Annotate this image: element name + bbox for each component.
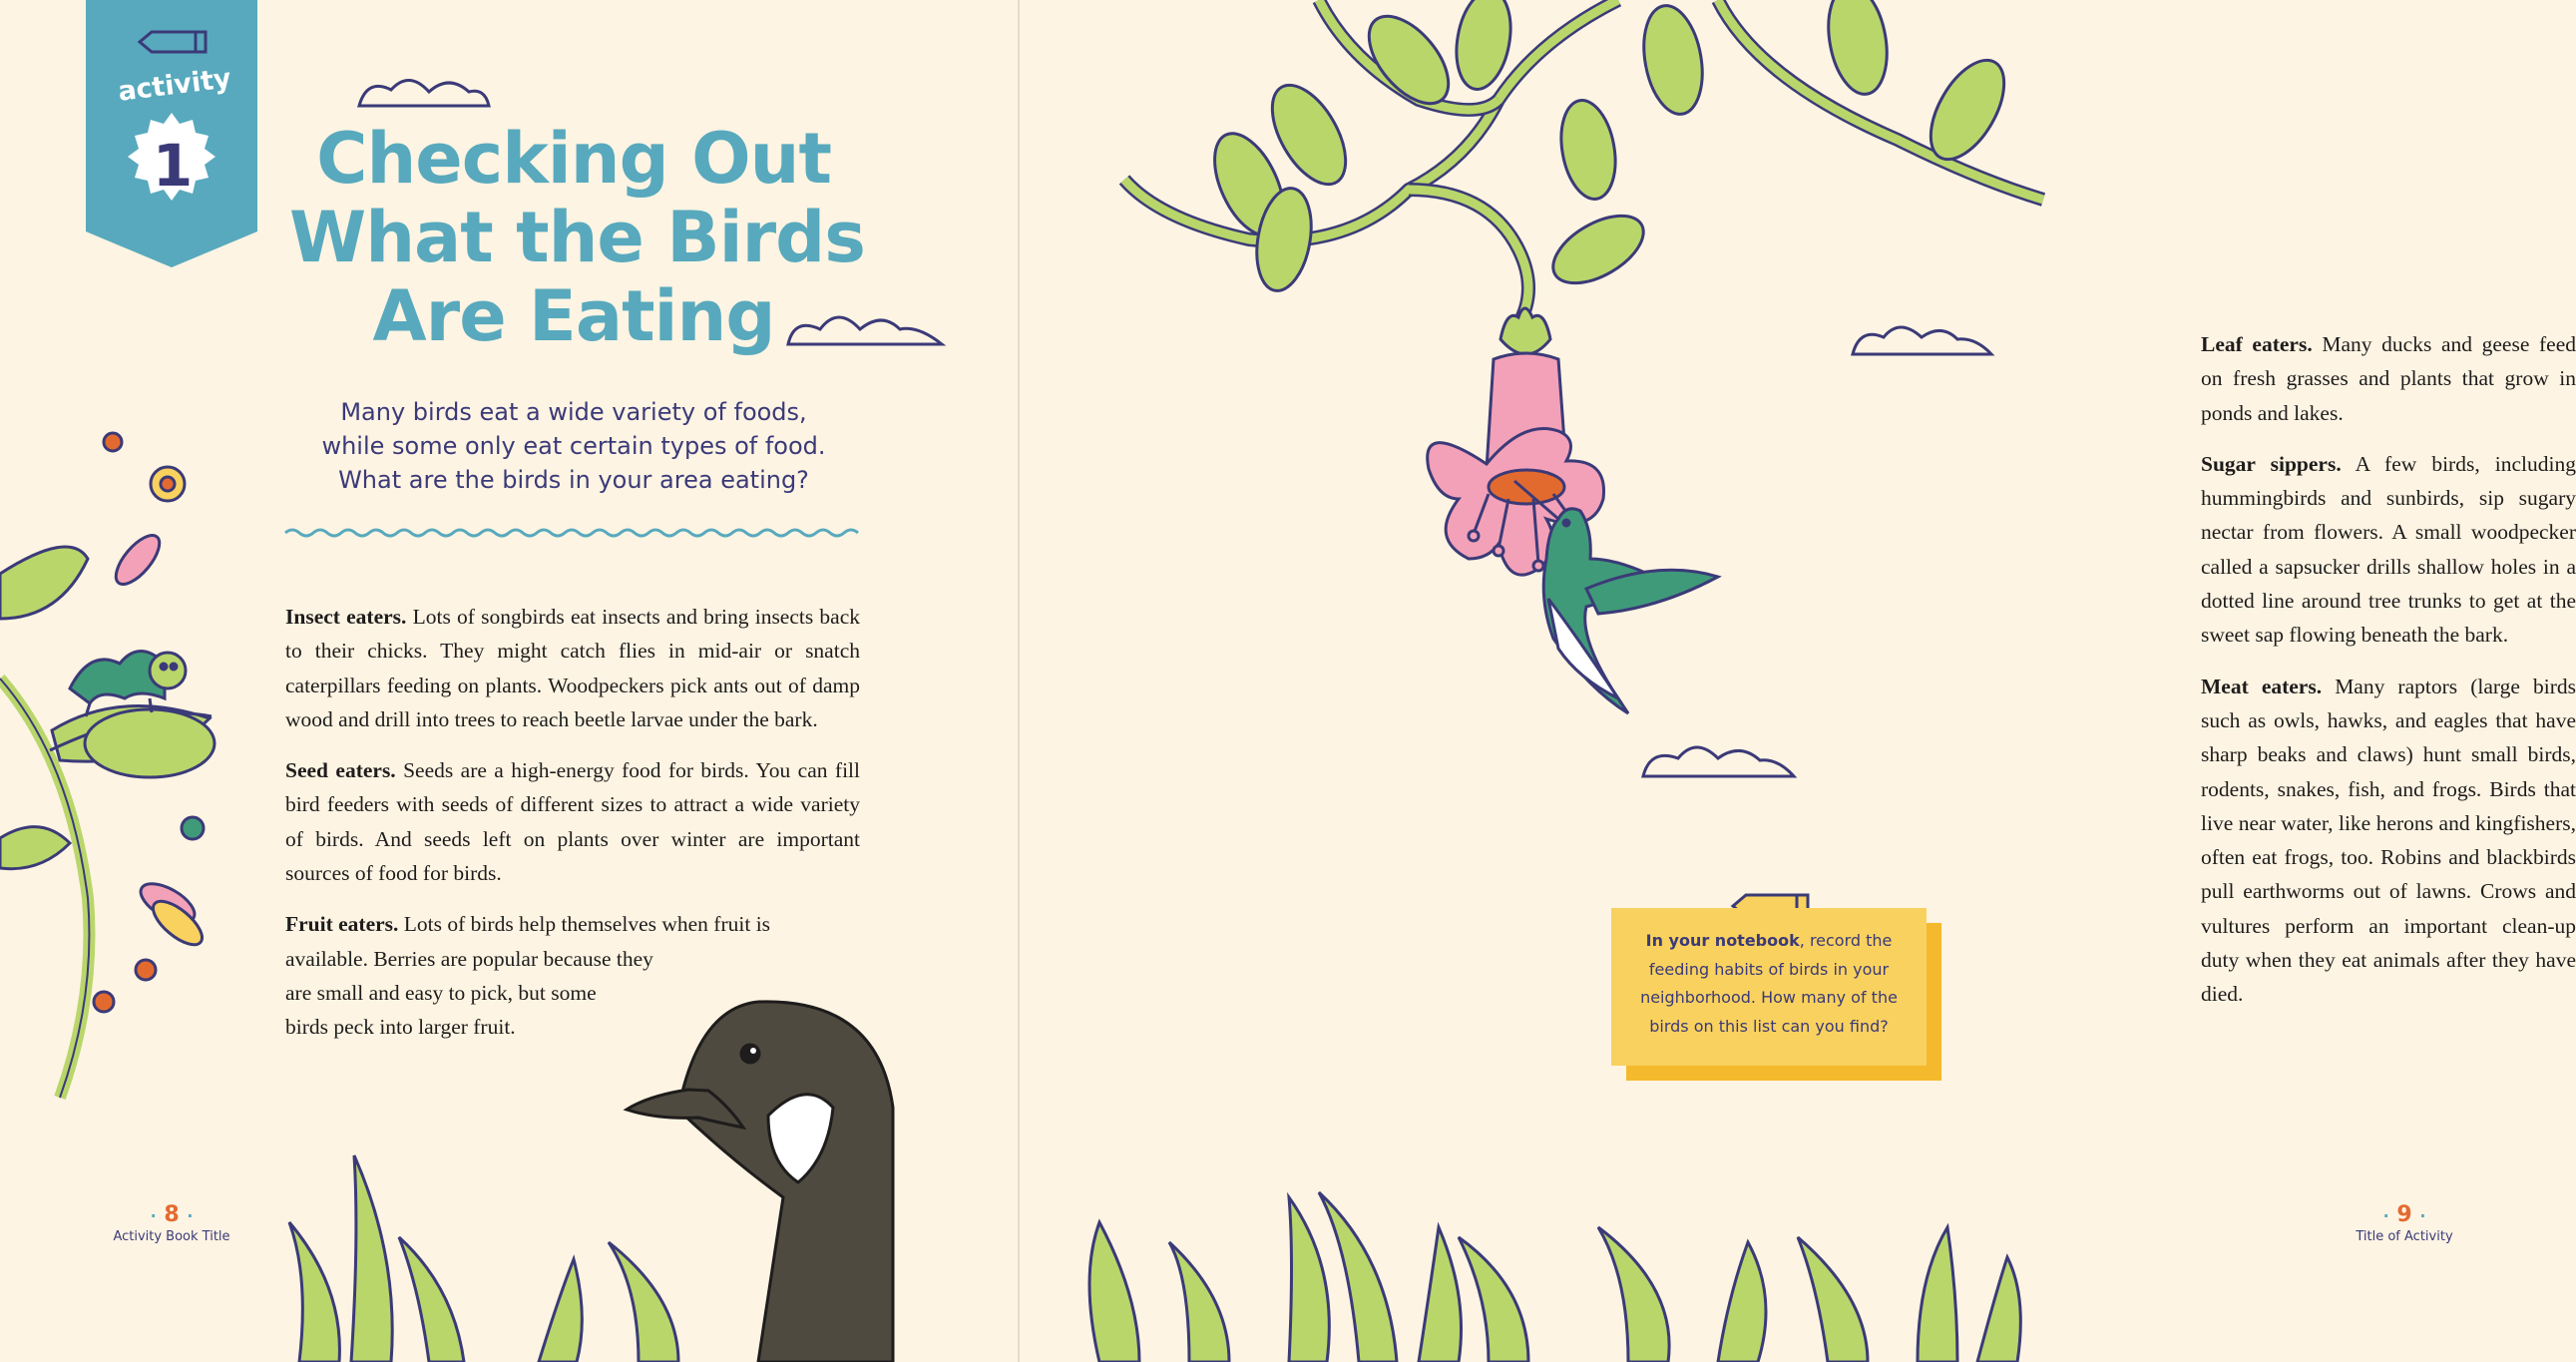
leaf-icons	[1200, 0, 2018, 297]
insect-eaters-heading: Insect eaters.	[285, 605, 407, 629]
leaf-eaters-paragraph	[2201, 327, 2576, 430]
seed-eaters-paragraph	[285, 753, 860, 890]
leaf-eaters-heading: Leaf eaters.	[2201, 332, 2313, 356]
activity-number: 1	[152, 132, 194, 200]
left-body-text	[285, 600, 860, 1062]
right-page-art	[1020, 0, 2043, 1362]
left-page-number-row: · 8 ·	[150, 1202, 194, 1227]
fruit-line-2: available. Berries are popular because they	[285, 946, 653, 971]
sugar-sippers-heading: Sugar sippers.	[2201, 451, 2342, 476]
title-line-1: Checking Out	[316, 118, 831, 200]
leaf-eaters-text: Many ducks and geese feed on fresh grasses and plants that grow in ponds and lakes.	[2201, 332, 2576, 425]
left-running-title: Activity Book Title	[113, 1229, 230, 1244]
note-line-3: neighborhood. How many of the	[1640, 988, 1898, 1007]
left-folio	[92, 1202, 251, 1244]
left-page-number: 8	[164, 1202, 180, 1227]
seed-eaters-heading: Seed eaters.	[285, 758, 396, 783]
note-bold: In your notebook	[1645, 931, 1800, 950]
meat-eaters-heading: Meat eaters.	[2201, 674, 2323, 698]
intro-text	[289, 395, 858, 497]
title-line-3: Are Eating	[372, 275, 775, 357]
right-running-title: Title of Activity	[2356, 1229, 2453, 1244]
intro-line-1: Many birds eat a wide variety of foods,	[340, 398, 807, 426]
right-page-number-row: · 9 ·	[2382, 1202, 2426, 1227]
fruit-text-1: Lots of birds help themselves when fruit is	[403, 912, 771, 937]
sugar-sippers-text: A few birds, including hummingbirds and sunbirds, sip sugary nectar from flowers. A small woodpecker called a sapsucker drills shallow holes in a dotted line around tree trunks to get at the sweet sap flowing beneath the bark.	[2201, 451, 2576, 648]
fruit-eaters-paragraph	[285, 907, 860, 1044]
grass-icon	[1089, 1192, 2020, 1362]
note-line-1	[1611, 927, 1927, 956]
meat-eaters-text: Many raptors (large birds such as owls, hawks, and eagles that have sharp beaks and claws) hunt small birds, rodents, snakes, fish, and frogs. Birds that live near water, like herons and kingfishers, often eat frogs, too. Robins and blackbirds pull earthworms out of lawns. Crows and vultures perform an important clean-up duty when they eat animals after they have died.	[2201, 674, 2576, 1007]
activity-label: activity	[116, 63, 233, 108]
right-body-text	[2201, 327, 2576, 1029]
insect-eaters-paragraph	[285, 600, 860, 736]
title-line-2: What the Birds	[289, 197, 865, 278]
seed-eaters-text: Seeds are a high-energy food for birds. You can fill bird feeders with seeds of different sizes to attract a wide variety of birds. And seeds left on plants over winter are important sources of food for birds.	[285, 758, 860, 886]
fruit-line-1	[285, 907, 860, 941]
wavy-divider	[285, 530, 858, 536]
insect-eaters-text: Lots of songbirds eat insects and bring insects back to their chicks. They might catch flies in mid-air or snatch caterpillars feeding on plants. Woodpeckers pick ants out of damp wood and drill into trees to reach beetle larvae under the bark.	[285, 605, 861, 731]
fruit-eaters-heading: Fruit eaters.	[285, 912, 399, 937]
note-line-4: birds on this list can you find?	[1649, 1016, 1889, 1036]
fruit-line-4: birds peck into larger fruit.	[285, 1015, 516, 1040]
intro-line-3: What are the birds in your area eating?	[338, 466, 809, 494]
cloud-icon	[1643, 327, 1991, 776]
page-title	[289, 118, 865, 357]
right-folio	[2350, 1202, 2459, 1244]
note-line-2: feeding habits of birds in your	[1648, 959, 1890, 979]
left-page	[0, 0, 1020, 1362]
intro-line-2: while some only eat certain types of food.	[321, 432, 826, 460]
notebook-callout	[1611, 908, 1927, 1066]
fruit-line-3: are small and easy to pick, but some	[285, 980, 597, 1005]
sugar-sippers-paragraph	[2201, 447, 2576, 653]
right-page	[1020, 0, 2576, 1362]
note-line-1-rest: , record the	[1799, 931, 1893, 950]
meat-eaters-paragraph	[2201, 670, 2576, 1012]
grass-icon	[289, 1155, 678, 1362]
right-page-number: 9	[2396, 1202, 2412, 1227]
